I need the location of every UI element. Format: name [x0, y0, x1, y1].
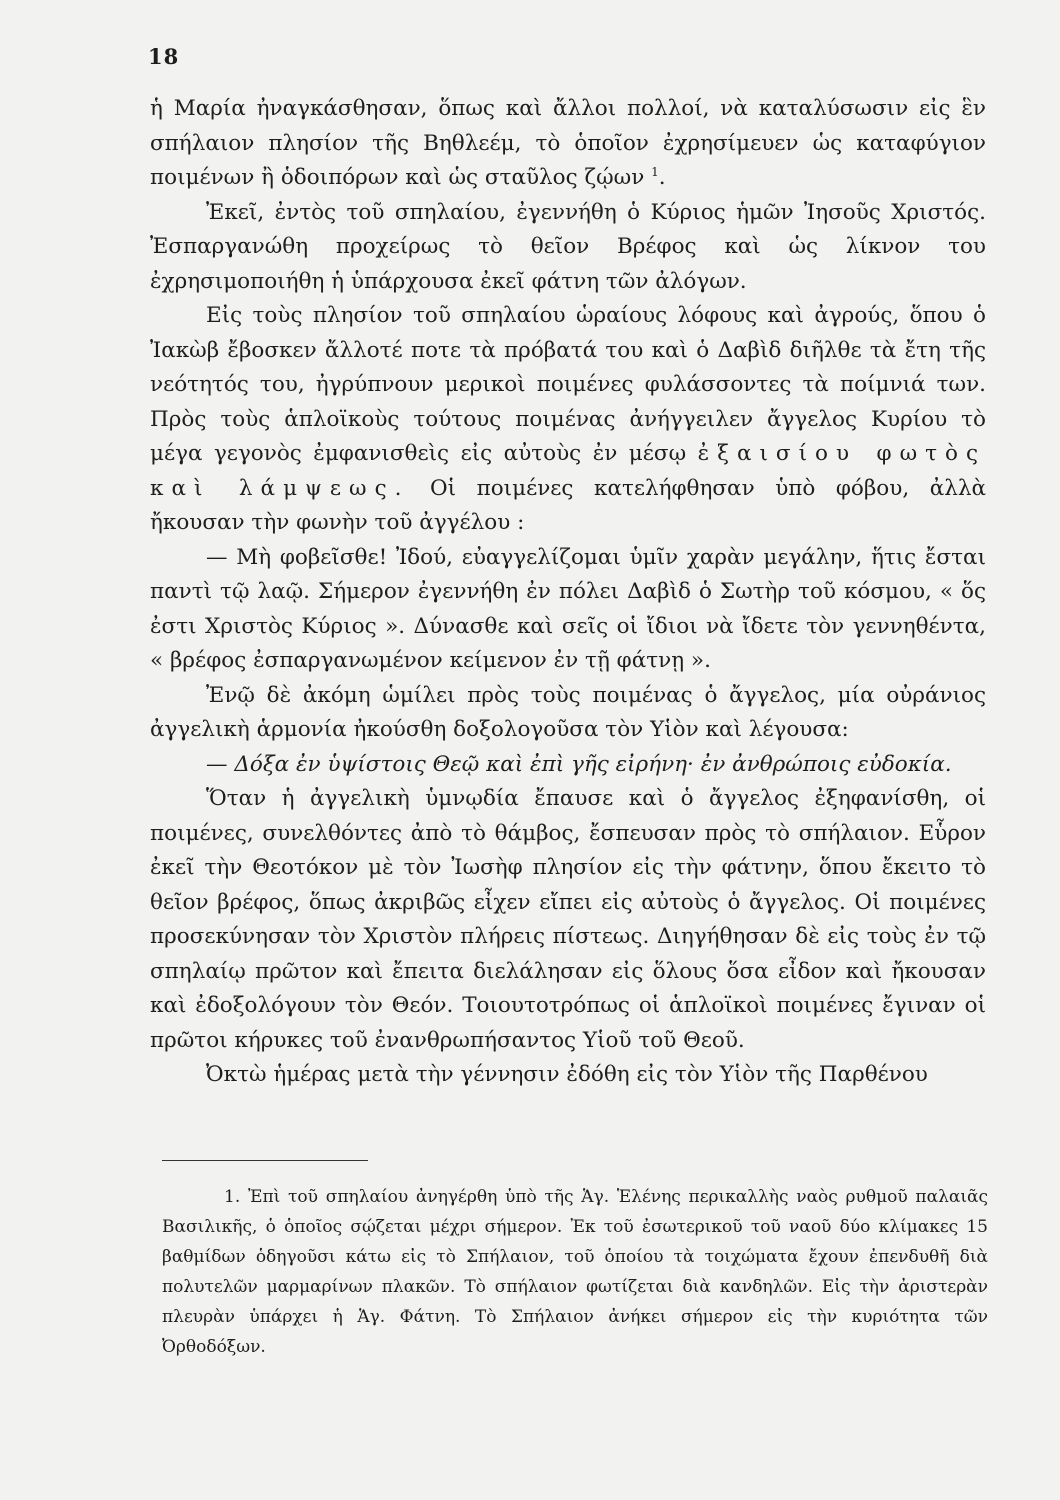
hymn-line: [150, 748, 986, 783]
footnote-text: Ἐπὶ τοῦ σπηλαίου ἀνηγέρθη ὑπὸ τῆς Ἁγ. Ἑλένης περικαλλὴς ναὸς ρυθμοῦ παλαιᾶς Βασιλικῆς, ὁ ὁποῖος σῴζεται μέχρι σήμερον. Ἐκ τοῦ ἐσωτερικοῦ τοῦ ναοῦ δύο κλίμακες 15 βαθμίδων ὁδηγοῦσι κάτω εἰς τὸ Σπήλαιον, τοῦ ὁποίου τὰ τοιχώματα ἔχουν ἐπενδυθῆ διὰ πολυτελῶν μαρμαρίνων πλακῶν. Τὸ σπήλαιον φωτίζεται διὰ κανδηλῶν. Εἰς τὴν ἀριστερὰν πλευρὰν ὑπάρχει ἡ Ἁγ. Φάτνη. Τὸ Σπήλαιον ἀνήκει σήμερον εἰς τὴν κυριότητα τῶν Ὀρθοδόξων.: [162, 1187, 989, 1357]
paragraph-3: [150, 299, 986, 541]
paragraph-1: [150, 92, 986, 196]
paragraph-8: Ὀκτὼ ἡμέρας μετὰ τὴν γέννησιν ἐδόθη εἰς τὸν Υἱὸν τῆς Παρθένου: [206, 1062, 928, 1087]
paragraph-1-end: .: [658, 165, 666, 190]
paragraph-1-text: ἡ Μαρία ἠναγκάσθησαν, ὅπως καὶ ἄλλοι πολλοί, νὰ καταλύσωσιν εἰς ἓν σπήλαιον πλησίον τῆς Βηθλεέμ, τὸ ὁποῖον ἐχρησίμευεν ὡς καταφύγιον ποιμένων ἢ ὁδοιπόρων καὶ ὡς σταῦλος ζῴων: [150, 96, 986, 190]
page-number: 18: [148, 44, 180, 69]
paragraph-3-text-b: Οἱ ποιμένες κατελήφθησαν ὑπὸ φόβου, ἀλλὰ ἤκουσαν τὴν φωνὴν τοῦ ἀγγέλου :: [150, 475, 986, 535]
paragraph-5: Ἐνῷ δὲ ἀκόμη ὡμίλει πρὸς τοὺς ποιμένας ὁ ἄγγελος, μία οὐράνιος ἀγγελικὴ ἁρμονία ἠκούσθη δοξολογοῦσα τὸν Υἱὸν καὶ λέγουσα:: [150, 682, 986, 742]
hymn-text: Δόξα ἐν ὑψίστοις Θεῷ καὶ ἐπὶ γῆς εἰρήνη· ἐν ἀνθρώποις εὐδοκία.: [234, 751, 952, 777]
footnote-ref-1: 1: [651, 164, 659, 179]
paragraph-3-text-a: Εἰς τοὺς πλησίον τοῦ σπηλαίου ὡραίους λόφους καὶ ἀγρούς, ὅπου ὁ Ἰακὼβ ἔβοσκεν ἄλλοτέ ποτε τὰ πρόβατά του καὶ ὁ Δαβὶδ διῆλθε τὰ ἔτη τῆς νεότητός του, ἠγρύπνουν μερικοὶ ποιμένες φυλάσσοντες τὰ ποίμνιά των. Πρὸς τοὺς ἁπλοϊκοὺς τούτους ποιμένας ἀνήγγειλεν ἄγγελος Κυρίου τὸ μέγα γεγονὸς ἐμφανισθεὶς εἰς αὐτοὺς ἐν μέσῳ: [150, 303, 986, 466]
paragraph-7: Ὅταν ἡ ἀγγελικὴ ὑμνῳδία ἔπαυσε καὶ ὁ ἄγγελος ἐξηφανίσθη, οἱ ποιμένες, συνελθόντες ἀπὸ τὸ θάμβος, ἔσπευσαν πρὸς τὸ σπήλαιον. Εὗρον ἐκεῖ τὴν Θεοτόκον μὲ τὸν Ἰωσὴφ πλησίον εἰς τὴν φάτνην, ὅπου ἔκειτο τὸ θεῖον βρέφος, ὅπως ἀκριβῶς εἶχεν εἴπει εἰς αὐτοὺς ὁ ἄγγελος. Οἱ ποιμένες προσεκύνησαν τὸν Χριστὸν πλήρεις πίστεως. Διηγήθησαν δὲ εἰς τοὺς ἐν τῷ σπηλαίῳ πρῶτον καὶ ἔπειτα διελάλησαν εἰς ὅλους ὅσα εἶδον καὶ ἤκουσαν καὶ ἐδοξολόγουν τὸν Θεόν. Τοιουτοτρόπως οἱ ἁπλοϊκοὶ ποιμένες ἔγιναν οἱ πρῶτοι κήρυκες τοῦ ἐνανθρωπήσαντος Υἱοῦ τοῦ Θεοῦ.: [150, 786, 986, 1053]
footnote-divider: [162, 1160, 368, 1161]
main-text: [150, 92, 986, 1093]
footnote: [162, 1182, 988, 1362]
angel-speech: — Μὴ φοβεῖσθε! Ἰδού, εὐαγγελίζομαι ὑμῖν χαρὰν μεγάλην, ἥτις ἔσται παντὶ τῷ λαῷ. Σήμερον ἐγεννήθη ἐν πόλει Δαβὶδ ὁ Σωτὴρ τοῦ κόσμου, « ὅς ἐστι Χριστὸς Κύριος ». Δύνασθε καὶ σεῖς οἱ ἴδιοι νὰ ἴδετε τὸν γεννηθέντα, « βρέφος ἐσπαργανωμένον κείμενον ἐν τῇ φάτνῃ ».: [150, 544, 986, 673]
hymn-dash: —: [206, 751, 235, 777]
footnote-number: 1.: [224, 1187, 241, 1207]
paragraph-2: Ἐκεῖ, ἐντὸς τοῦ σπηλαίου, ἐγεννήθη ὁ Κύριος ἡμῶν Ἰησοῦς Χριστός. Ἐσπαργανώθη προχείρως τὸ θεῖον Βρέφος καὶ ὡς λίκνον του ἐχρησιμοποιήθη ἡ ὑπάρχουσα ἐκεῖ φάτνη τῶν ἀλόγων.: [150, 199, 986, 294]
paragraph-3-spaced-text: ἐξαισίου φωτὸς καὶ λάμψεως.: [150, 441, 986, 501]
